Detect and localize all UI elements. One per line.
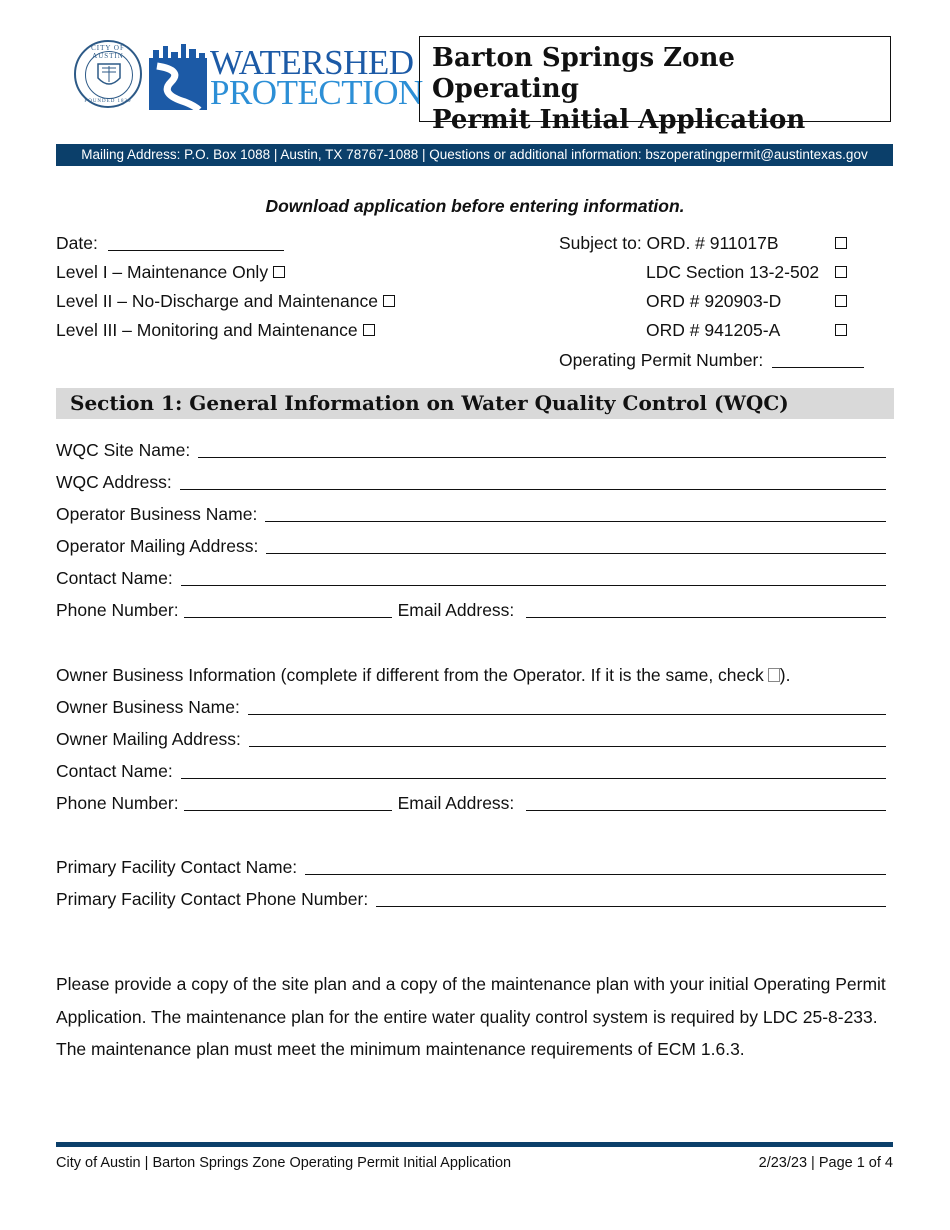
date-row — [56, 233, 284, 254]
permit-number-label: Operating Permit Number: — [559, 350, 764, 370]
footer-document-name: City of Austin | Barton Springs Zone Operating Permit Initial Application — [56, 1155, 512, 1171]
permit-number-row — [559, 350, 864, 371]
owner-contact-name-row — [56, 761, 886, 783]
wqc-address-label: WQC Address: — [56, 472, 172, 492]
site-plan-note: Please provide a copy of the site plan and a copy of the maintenance plan with your initial Operating Permit Application. The maintenance plan for the entire water quality control system is required by LDC 25-8-233. The maintenance plan must meet the minimum maintenance requirements of ECM 1.6.3. — [56, 974, 886, 1059]
level2-checkbox[interactable] — [383, 295, 395, 307]
owner-phone-field[interactable] — [184, 793, 392, 811]
operator-email-label: Email Address: — [397, 600, 515, 620]
level3-option — [56, 320, 375, 341]
ord2-label: ORD # 941205-A — [646, 320, 781, 340]
section1-header — [56, 388, 894, 419]
owner-business-name-field[interactable] — [248, 697, 886, 715]
owner-mailing-address-row — [56, 729, 886, 751]
title-line1: Barton Springs Zone Operating — [432, 43, 735, 104]
operator-email-field[interactable] — [526, 600, 886, 618]
wqc-address-field[interactable] — [180, 472, 886, 490]
operator-mailing-address-row — [56, 536, 886, 558]
watershed-logo-icon — [149, 44, 207, 110]
wqc-address-row — [56, 472, 886, 494]
operator-contact-name-row — [56, 568, 886, 590]
logo-line2: PROTECTION — [210, 73, 423, 112]
wqc-site-name-row — [56, 440, 886, 462]
footer-page-info: 2/23/23 | Page 1 of 4 — [758, 1155, 893, 1171]
mailing-address-bar: Mailing Address: P.O. Box 1088 | Austin, TX 78767-1088 | Questions or additional information: bszoperatingpermit@austintexas.gov — [56, 144, 893, 166]
operator-contact-name-field[interactable] — [181, 568, 886, 586]
owner-contact-name-field[interactable] — [181, 761, 886, 779]
facility-contact-name-field[interactable] — [305, 857, 886, 875]
seal-top-text: CITY OF AUSTIN — [91, 44, 125, 60]
owner-phone-label: Phone Number: — [56, 793, 179, 813]
facility-contact-phone-row — [56, 889, 886, 911]
owner-business-name-row — [56, 697, 886, 719]
date-label: Date: — [56, 233, 98, 253]
level3-label: Level III – Monitoring and Maintenance — [56, 320, 358, 340]
watershed-protection-logo — [210, 43, 423, 112]
seal-bottom-text: FOUNDED 1839 — [84, 99, 132, 104]
footer-divider — [56, 1142, 893, 1147]
title-line2: Permit Initial Application — [432, 105, 806, 135]
operator-business-name-label: Operator Business Name: — [56, 504, 258, 524]
owner-mailing-address-field[interactable] — [249, 729, 886, 747]
subject-to-label: Subject to: ORD. # 911017B — [559, 233, 779, 253]
level1-checkbox[interactable] — [273, 266, 285, 278]
ord1-checkbox[interactable] — [835, 295, 847, 307]
ord2-checkbox[interactable] — [835, 324, 847, 336]
operator-business-name-row — [56, 504, 886, 526]
date-field[interactable] — [108, 234, 284, 251]
wqc-site-name-label: WQC Site Name: — [56, 440, 191, 460]
permit-number-field[interactable] — [772, 351, 864, 368]
facility-contact-name-label: Primary Facility Contact Name: — [56, 857, 298, 877]
owner-email-label: Email Address: — [397, 793, 515, 813]
owner-intro-text: Owner Business Information (complete if different from the Operator. If it is the same, check — [56, 665, 764, 685]
ldc-label: LDC Section 13-2-502 — [646, 262, 820, 282]
owner-phone-email-row — [56, 793, 886, 815]
owner-intro-end: ). — [779, 665, 791, 685]
logo-line1: WATERSHED — [210, 43, 414, 82]
owner-business-name-label: Owner Business Name: — [56, 697, 240, 717]
owner-intro — [56, 665, 790, 686]
owner-same-checkbox[interactable] — [768, 668, 780, 682]
operator-phone-label: Phone Number: — [56, 600, 179, 620]
ldc-checkbox[interactable] — [835, 266, 847, 278]
level1-label: Level I – Maintenance Only — [56, 262, 269, 282]
operator-business-name-field[interactable] — [265, 504, 886, 522]
level3-checkbox[interactable] — [363, 324, 375, 336]
owner-email-field[interactable] — [526, 793, 886, 811]
owner-contact-name-label: Contact Name: — [56, 761, 173, 781]
subject-to-checkbox[interactable] — [835, 237, 847, 249]
level2-label: Level II – No-Discharge and Maintenance — [56, 291, 378, 311]
operator-mailing-address-label: Operator Mailing Address: — [56, 536, 259, 556]
facility-contact-phone-field[interactable] — [376, 889, 886, 907]
seal-emblem — [85, 51, 133, 99]
facility-contact-name-row — [56, 857, 886, 879]
section1-title: Section 1: General Information on Water Quality Control (WQC) — [70, 391, 789, 415]
city-of-austin-seal — [74, 40, 142, 108]
operator-contact-name-label: Contact Name: — [56, 568, 173, 588]
document-title-box — [419, 36, 891, 135]
ord1-label: ORD # 920903-D — [646, 291, 782, 311]
level1-option — [56, 262, 285, 283]
facility-contact-phone-label: Primary Facility Contact Phone Number: — [56, 889, 369, 909]
operator-mailing-address-field[interactable] — [266, 536, 886, 554]
operator-phone-field[interactable] — [184, 600, 392, 618]
operator-phone-email-row — [56, 600, 886, 622]
download-notice: Download application before entering information. — [265, 196, 685, 216]
level2-option — [56, 291, 395, 312]
wqc-site-name-field[interactable] — [198, 440, 886, 458]
owner-mailing-address-label: Owner Mailing Address: — [56, 729, 241, 749]
